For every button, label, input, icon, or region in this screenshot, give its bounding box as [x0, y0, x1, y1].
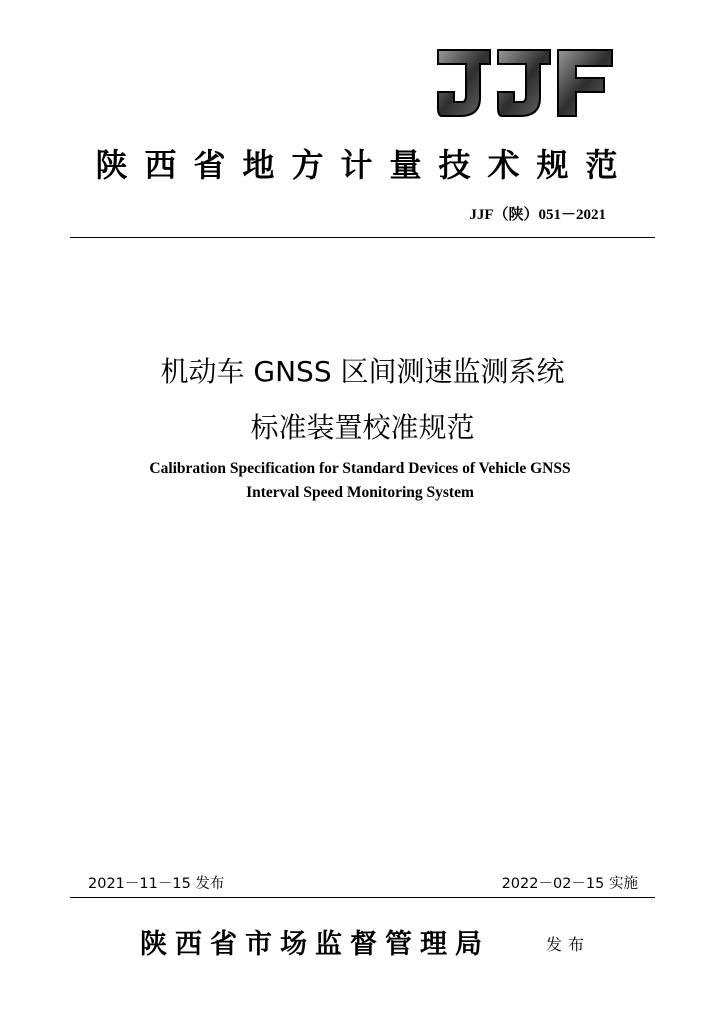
english-title-line-1: Calibration Specification for Standard Devices of Vehicle GNSS	[149, 460, 571, 477]
jjf-logo-icon	[436, 48, 614, 118]
publish-suffix: 发布	[546, 935, 591, 954]
standard-number: JJF（陕）051－2021	[469, 207, 606, 223]
english-title-line-2: Interval Speed Monitoring System	[246, 484, 474, 501]
chinese-title-line-1: 机动车 GNSS 区间测速监测系统	[160, 355, 565, 388]
bottom-divider	[70, 897, 655, 898]
effective-date: 2022－02－15 实施	[501, 876, 638, 892]
publisher-name: 陕西省市场监督管理局	[140, 929, 490, 960]
chinese-title-line-2: 标准装置校准规范	[250, 411, 475, 444]
top-divider	[70, 237, 655, 238]
authority-title: 陕西省地方计量技术规范	[95, 146, 635, 184]
issue-date: 2021－11－15 发布	[88, 876, 225, 892]
